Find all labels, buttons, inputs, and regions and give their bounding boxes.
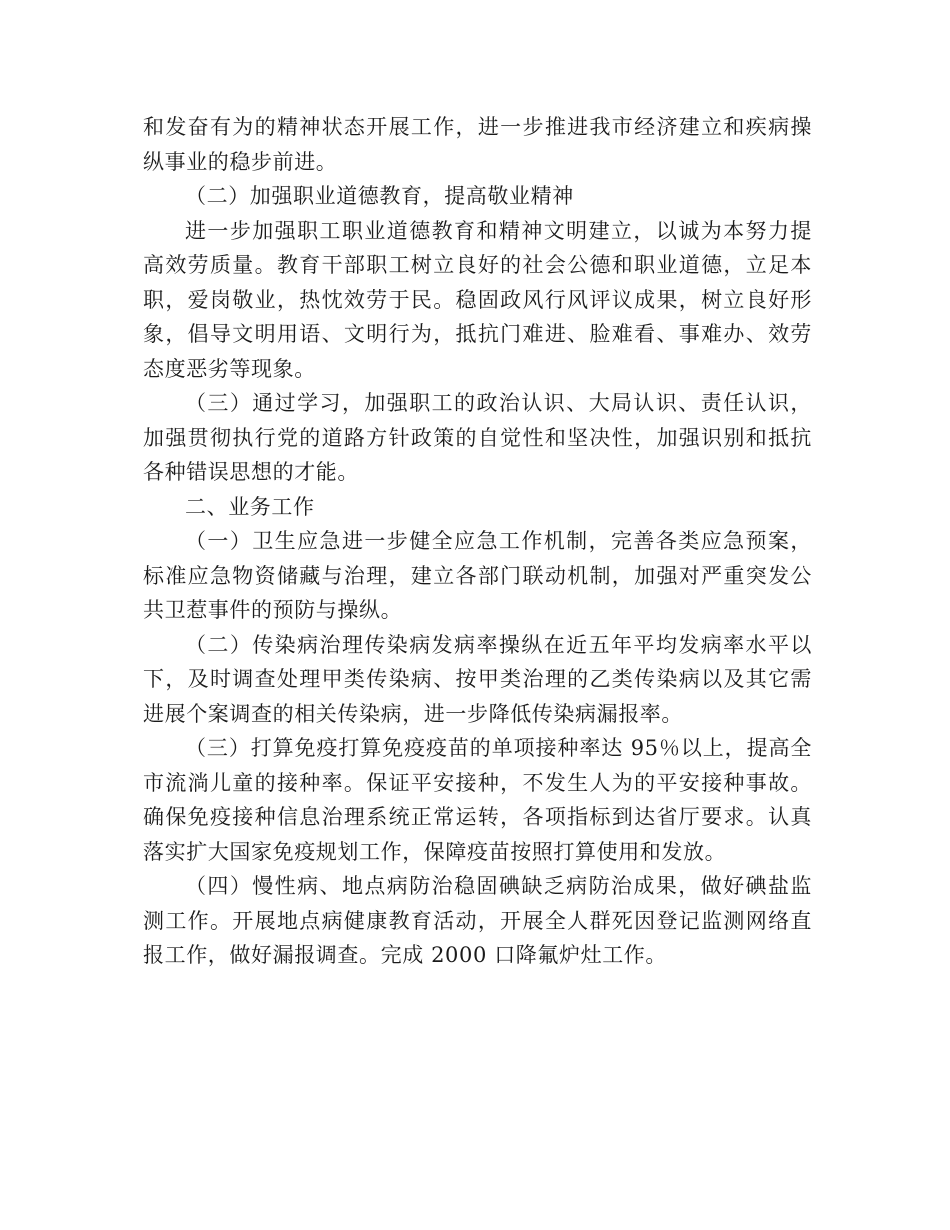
text-line: 下，及时调查处理甲类传染病、按甲类治理的乙类传染病以及其它需 bbox=[143, 667, 812, 691]
text-line: 和发奋有为的精神状态开展工作，进一步推进我市经济建立和疾病操 bbox=[143, 115, 812, 139]
text-line: 市流淌儿童的接种率。保证平安接种，不发生人为的平安接种事故。 bbox=[143, 770, 812, 795]
section-heading: 二、业务工作 bbox=[185, 494, 315, 519]
text-line: 进一步加强职工职业道德教育和精神文明建立，以诚为本努力提 bbox=[185, 218, 812, 243]
text-line: （三）通过学习，加强职工的政治认识、大局认识、责任认识， bbox=[185, 391, 812, 415]
text-line: 态度恶劣等现象。 bbox=[143, 356, 316, 381]
text-line: 职，爱岗敬业，热忱效劳于民。稳固政风行风评议成果，树立良好形 bbox=[143, 287, 812, 312]
text-line: 纵事业的稳步前进。 bbox=[143, 149, 338, 174]
text-line: 加强贯彻执行党的道路方针政策的自觉性和坚决性，加强识别和抵抗 bbox=[143, 425, 812, 450]
text-line: （三）打算免疫打算免疫疫苗的单项接种率达 95％以上，提高全 bbox=[185, 736, 812, 760]
text-line: （二）传染病治理传染病发病率操纵在近五年平均发病率水平以 bbox=[185, 632, 812, 657]
text-line: 确保免疫接种信息治理系统正常运转，各项指标到达省厅要求。认真 bbox=[143, 805, 812, 829]
text-line: 报工作，做好漏报调查。完成 2000 口降氟炉灶工作。 bbox=[143, 943, 667, 967]
text-line: 象，倡导文明用语、文明行为，抵抗门难进、脸难看、事难办、效劳 bbox=[143, 322, 812, 346]
text-line: 高效劳质量。教育干部职工树立良好的社会公德和职业道德，立足本 bbox=[143, 253, 812, 277]
document-body bbox=[143, 110, 812, 973]
text-line: 进展个案调查的相关传染病，进一步降低传染病漏报率。 bbox=[143, 701, 683, 726]
text-line: 各种错误思想的才能。 bbox=[143, 460, 359, 484]
text-line: 测工作。开展地点病健康教育活动，开展全人群死因登记监测网络直 bbox=[143, 908, 812, 933]
text-line: 落实扩大国家免疫规划工作，保障疫苗按照打算使用和发放。 bbox=[143, 839, 727, 864]
text-line: 共卫惹事件的预防与操纵。 bbox=[143, 598, 403, 622]
section-heading: （二）加强职业道德教育，提高敬业精神 bbox=[185, 184, 574, 208]
text-line: 标准应急物资储藏与治理，建立各部门联动机制，加强对严重突发公 bbox=[143, 563, 812, 588]
text-line: （一）卫生应急进一步健全应急工作机制，完善各类应急预案， bbox=[185, 529, 812, 553]
text-line: （四）慢性病、地点病防治稳固碘缺乏病防治成果，做好碘盐监 bbox=[185, 874, 812, 898]
